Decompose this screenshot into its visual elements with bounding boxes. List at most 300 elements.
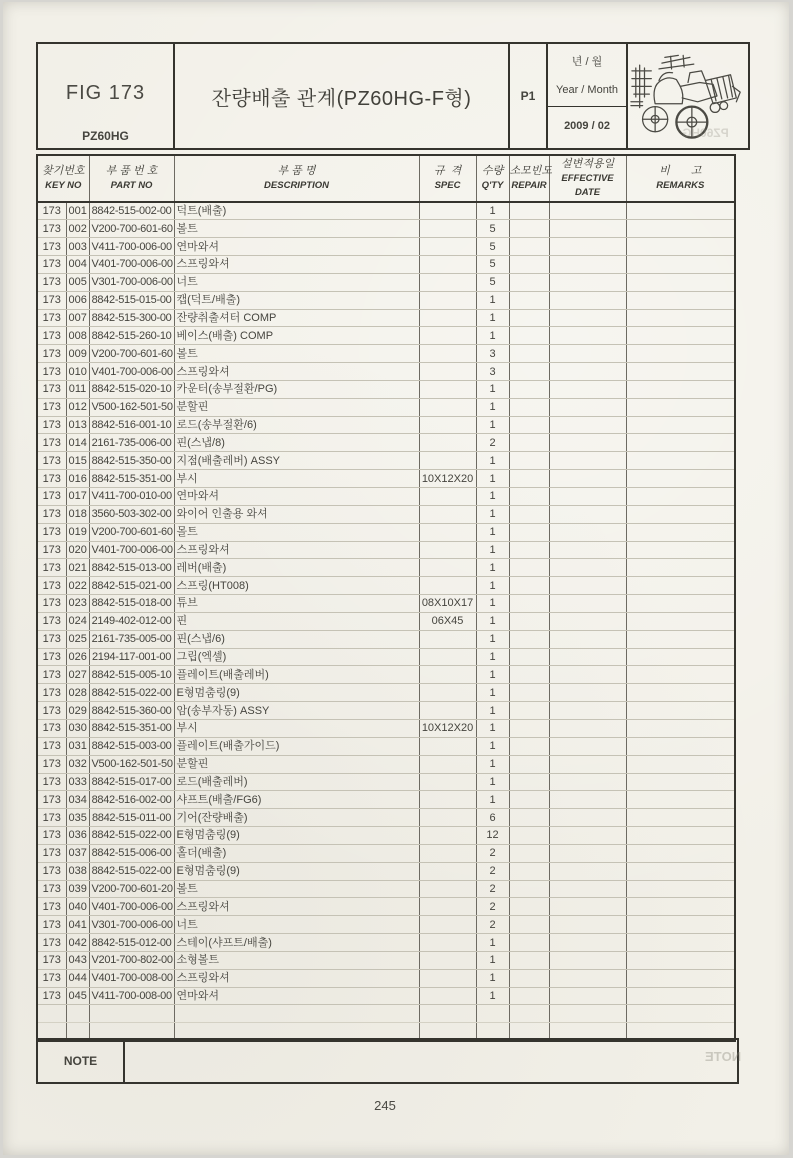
spec-cell <box>419 987 476 1005</box>
remarks-cell <box>626 737 735 755</box>
table-row <box>37 862 735 880</box>
effective-date-cell <box>549 345 626 363</box>
repair-cell <box>509 898 549 916</box>
key-no-cell: 173 <box>37 827 66 845</box>
table-row <box>37 791 735 809</box>
description-cell: E형멈춤링(9) <box>174 684 419 702</box>
qty-cell: 1 <box>476 934 509 952</box>
part-no-cell: V401-700-006-00 <box>89 898 174 916</box>
remarks-cell <box>626 470 735 488</box>
table-row <box>37 291 735 309</box>
effective-date-cell <box>549 737 626 755</box>
qty-cell: 1 <box>476 452 509 470</box>
remarks-cell <box>626 398 735 416</box>
description-cell: 암(송부자동) ASSY <box>174 702 419 720</box>
index-cell: 031 <box>66 737 89 755</box>
qty-cell: 1 <box>476 951 509 969</box>
table-row <box>37 898 735 916</box>
key-no-cell: 173 <box>37 595 66 613</box>
qty-cell: 1 <box>476 755 509 773</box>
qty-cell: 3 <box>476 345 509 363</box>
date-divider <box>548 106 626 107</box>
col-header-part-no-ko: 부 품 번 호 <box>105 165 158 177</box>
col-header-remarks-en: REMARKS <box>656 180 705 191</box>
spec-cell <box>419 737 476 755</box>
table-row <box>37 773 735 791</box>
spec-cell <box>419 380 476 398</box>
repair-cell <box>509 559 549 577</box>
table-row <box>37 844 735 862</box>
index-cell: 039 <box>66 880 89 898</box>
remarks-cell <box>626 363 735 381</box>
effective-date-cell <box>549 969 626 987</box>
col-header-key-no-ko: 찾기번호 <box>42 165 85 177</box>
date-label-ko: 년 / 월 <box>571 56 603 68</box>
spec-cell <box>419 220 476 238</box>
effective-date-cell <box>549 1005 626 1023</box>
description-cell: 스프링(HT008) <box>174 577 419 595</box>
spec-cell: 10X12X20 <box>419 470 476 488</box>
table-row <box>37 987 735 1005</box>
index-cell: 021 <box>66 559 89 577</box>
key-no-cell: 173 <box>37 488 66 506</box>
page-code-cell <box>510 44 548 148</box>
qty-cell: 1 <box>476 541 509 559</box>
remarks-cell <box>626 827 735 845</box>
repair-cell <box>509 577 549 595</box>
remarks-cell <box>626 345 735 363</box>
key-no-cell: 173 <box>37 398 66 416</box>
description-cell: 연마와셔 <box>174 987 419 1005</box>
key-no-cell: 173 <box>37 238 66 256</box>
spec-cell <box>419 363 476 381</box>
part-no-cell: V411-700-010-00 <box>89 488 174 506</box>
index-cell: 005 <box>66 273 89 291</box>
spec-cell <box>419 684 476 702</box>
page-code: P1 <box>520 89 536 103</box>
qty-cell: 1 <box>476 327 509 345</box>
spec-cell <box>419 951 476 969</box>
effective-date-cell <box>549 309 626 327</box>
part-no-cell: 8842-515-022-00 <box>89 684 174 702</box>
description-cell: 핀(스냅/8) <box>174 434 419 452</box>
qty-cell: 1 <box>476 612 509 630</box>
part-no-cell: 2161-735-005-00 <box>89 630 174 648</box>
part-no-cell: 3560-503-302-00 <box>89 505 174 523</box>
col-header-key-no <box>37 155 89 202</box>
part-no-cell: V200-700-601-60 <box>89 345 174 363</box>
part-no-cell: 8842-515-350-00 <box>89 452 174 470</box>
col-header-qty-en: Q'TY <box>481 180 504 191</box>
repair-cell <box>509 737 549 755</box>
effective-date-cell <box>549 951 626 969</box>
index-cell: 023 <box>66 595 89 613</box>
key-no-cell: 173 <box>37 934 66 952</box>
description-cell: 스프링와셔 <box>174 969 419 987</box>
index-cell: 034 <box>66 791 89 809</box>
spec-cell <box>419 755 476 773</box>
table-row <box>37 416 735 434</box>
key-no-cell: 173 <box>37 416 66 434</box>
repair-cell <box>509 470 549 488</box>
spec-cell <box>419 862 476 880</box>
effective-date-cell <box>549 755 626 773</box>
remarks-cell <box>626 612 735 630</box>
spec-cell <box>419 256 476 274</box>
spec-cell <box>419 702 476 720</box>
description-cell: 플레이트(배출가이드) <box>174 737 419 755</box>
key-no-cell: 173 <box>37 273 66 291</box>
spec-cell <box>419 1005 476 1023</box>
repair-cell <box>509 809 549 827</box>
description-cell: 카운터(송부절환/PG) <box>174 380 419 398</box>
description-cell: 캡(덕트/배출) <box>174 291 419 309</box>
remarks-cell <box>626 220 735 238</box>
part-no-cell: 8842-515-018-00 <box>89 595 174 613</box>
spec-cell <box>419 541 476 559</box>
remarks-cell <box>626 666 735 684</box>
repair-cell <box>509 327 549 345</box>
index-cell: 015 <box>66 452 89 470</box>
effective-date-cell <box>549 595 626 613</box>
repair-cell <box>509 684 549 702</box>
key-no-cell: 173 <box>37 523 66 541</box>
table-row <box>37 363 735 381</box>
table-row <box>37 951 735 969</box>
remarks-cell <box>626 488 735 506</box>
repair-cell <box>509 880 549 898</box>
effective-date-cell <box>549 523 626 541</box>
qty-cell: 1 <box>476 702 509 720</box>
repair-cell <box>509 256 549 274</box>
repair-cell <box>509 969 549 987</box>
index-cell: 036 <box>66 827 89 845</box>
table-row <box>37 309 735 327</box>
remarks-cell <box>626 273 735 291</box>
description-cell: 레버(배출) <box>174 559 419 577</box>
spec-cell <box>419 630 476 648</box>
qty-cell: 1 <box>476 291 509 309</box>
effective-date-cell <box>549 238 626 256</box>
repair-cell <box>509 951 549 969</box>
table-row <box>37 202 735 220</box>
repair-cell <box>509 862 549 880</box>
spec-cell <box>419 791 476 809</box>
effective-date-cell <box>549 398 626 416</box>
remarks-cell <box>626 916 735 934</box>
effective-date-cell <box>549 256 626 274</box>
remarks-cell <box>626 987 735 1005</box>
effective-date-cell <box>549 773 626 791</box>
part-no-cell: 8842-515-012-00 <box>89 934 174 952</box>
key-no-cell: 173 <box>37 202 66 220</box>
table-row <box>37 809 735 827</box>
part-no-cell: 8842-515-015-00 <box>89 291 174 309</box>
part-no-cell: V301-700-006-00 <box>89 273 174 291</box>
effective-date-cell <box>549 488 626 506</box>
qty-cell: 1 <box>476 595 509 613</box>
repair-cell <box>509 773 549 791</box>
part-no-cell: 8842-515-002-00 <box>89 202 174 220</box>
index-cell: 009 <box>66 345 89 363</box>
effective-date-cell <box>549 416 626 434</box>
key-no-cell: 173 <box>37 666 66 684</box>
effective-date-cell <box>549 434 626 452</box>
qty-cell: 1 <box>476 523 509 541</box>
index-cell: 035 <box>66 809 89 827</box>
part-no-cell: 8842-515-013-00 <box>89 559 174 577</box>
description-cell: 너트 <box>174 273 419 291</box>
spec-cell <box>419 577 476 595</box>
repair-cell <box>509 220 549 238</box>
remarks-cell <box>626 809 735 827</box>
key-no-cell: 173 <box>37 434 66 452</box>
table-row <box>37 505 735 523</box>
key-no-cell: 173 <box>37 648 66 666</box>
spec-cell <box>419 773 476 791</box>
key-no-cell: 173 <box>37 380 66 398</box>
key-no-cell: 173 <box>37 702 66 720</box>
remarks-cell <box>626 684 735 702</box>
table-row <box>37 398 735 416</box>
table-row <box>37 452 735 470</box>
description-cell: 볼트 <box>174 345 419 363</box>
repair-cell <box>509 827 549 845</box>
table-header-row <box>37 155 735 202</box>
index-cell: 029 <box>66 702 89 720</box>
key-no-cell: 173 <box>37 345 66 363</box>
effective-date-cell <box>549 577 626 595</box>
qty-cell: 12 <box>476 827 509 845</box>
table-row <box>37 648 735 666</box>
part-no-cell: V200-700-601-60 <box>89 523 174 541</box>
effective-date-cell <box>549 541 626 559</box>
remarks-cell <box>626 256 735 274</box>
index-cell: 017 <box>66 488 89 506</box>
spec-cell <box>419 488 476 506</box>
qty-cell: 1 <box>476 488 509 506</box>
part-no-cell: 8842-516-001-10 <box>89 416 174 434</box>
effective-date-cell <box>549 719 626 737</box>
part-no-cell: 8842-515-300-00 <box>89 309 174 327</box>
remarks-cell <box>626 380 735 398</box>
qty-cell <box>476 1005 509 1023</box>
remarks-cell <box>626 951 735 969</box>
key-no-cell: 173 <box>37 256 66 274</box>
col-header-repair-ko: 소모빈도 <box>509 165 553 177</box>
key-no-cell: 173 <box>37 327 66 345</box>
part-no-cell: 2161-735-006-00 <box>89 434 174 452</box>
key-no-cell: 173 <box>37 220 66 238</box>
date-label-en: Year / Month <box>556 84 618 96</box>
remarks-cell <box>626 452 735 470</box>
spec-cell <box>419 898 476 916</box>
index-cell: 025 <box>66 630 89 648</box>
note-label: NOTE <box>38 1040 125 1082</box>
effective-date-cell <box>549 827 626 845</box>
description-cell: 스프링와셔 <box>174 256 419 274</box>
description-cell: 몰트 <box>174 523 419 541</box>
col-header-repair-en: REPAIR <box>511 180 547 191</box>
index-cell: 018 <box>66 505 89 523</box>
part-no-cell: V411-700-008-00 <box>89 987 174 1005</box>
table-row <box>37 577 735 595</box>
key-no-cell: 173 <box>37 755 66 773</box>
remarks-cell <box>626 969 735 987</box>
spec-cell <box>419 880 476 898</box>
table-row <box>37 666 735 684</box>
part-no-cell: 8842-515-017-00 <box>89 773 174 791</box>
repair-cell <box>509 648 549 666</box>
table-row <box>37 702 735 720</box>
remarks-cell <box>626 1005 735 1023</box>
repair-cell <box>509 309 549 327</box>
effective-date-cell <box>549 809 626 827</box>
bleedthrough-note: NOTE <box>704 1049 741 1064</box>
spec-cell <box>419 452 476 470</box>
effective-date-cell <box>549 702 626 720</box>
description-cell: 지점(배출레버) ASSY <box>174 452 419 470</box>
spec-cell <box>419 416 476 434</box>
part-no-cell: V200-700-601-20 <box>89 880 174 898</box>
key-no-cell: 173 <box>37 791 66 809</box>
effective-date-cell <box>549 291 626 309</box>
part-no-cell: V401-700-006-00 <box>89 256 174 274</box>
index-cell: 026 <box>66 648 89 666</box>
qty-cell: 1 <box>476 719 509 737</box>
effective-date-cell <box>549 791 626 809</box>
repair-cell <box>509 916 549 934</box>
repair-cell <box>509 488 549 506</box>
empty-row <box>37 1005 735 1023</box>
repair-cell <box>509 987 549 1005</box>
page-title: 잔량배출 관계(PZ60HG-F형) <box>211 87 472 110</box>
effective-date-cell <box>549 470 626 488</box>
spec-cell <box>419 291 476 309</box>
effective-date-cell <box>549 987 626 1005</box>
title-cell <box>175 44 510 148</box>
description-cell: 연마와셔 <box>174 238 419 256</box>
remarks-cell <box>626 791 735 809</box>
part-no-cell: V500-162-501-50 <box>89 755 174 773</box>
qty-cell: 6 <box>476 809 509 827</box>
part-no-cell: V201-700-802-00 <box>89 951 174 969</box>
qty-cell: 1 <box>476 773 509 791</box>
table-row <box>37 256 735 274</box>
spec-cell <box>419 434 476 452</box>
effective-date-cell <box>549 327 626 345</box>
description-cell: 핀(스냅/6) <box>174 630 419 648</box>
part-no-cell: 8842-515-022-00 <box>89 862 174 880</box>
effective-date-cell <box>549 505 626 523</box>
repair-cell <box>509 434 549 452</box>
repair-cell <box>509 630 549 648</box>
table-row <box>37 755 735 773</box>
part-no-cell: 8842-515-260-10 <box>89 327 174 345</box>
description-cell: 너트 <box>174 916 419 934</box>
description-cell: 베이스(배출) COMP <box>174 327 419 345</box>
part-no-cell: 8842-515-003-00 <box>89 737 174 755</box>
table-row <box>37 220 735 238</box>
part-no-cell: 2194-117-001-00 <box>89 648 174 666</box>
remarks-cell <box>626 505 735 523</box>
qty-cell: 1 <box>476 684 509 702</box>
qty-cell: 1 <box>476 398 509 416</box>
spec-cell <box>419 505 476 523</box>
col-header-part-no <box>89 155 174 202</box>
table-row <box>37 719 735 737</box>
col-header-repair <box>509 155 553 202</box>
fig-cell <box>38 44 175 148</box>
key-no-cell: 173 <box>37 880 66 898</box>
spec-cell <box>419 809 476 827</box>
qty-cell: 1 <box>476 416 509 434</box>
table-row <box>37 523 735 541</box>
description-cell: 볼트 <box>174 220 419 238</box>
repair-cell <box>509 934 549 952</box>
col-header-effective-date-ko: 설변적용일 <box>560 158 615 170</box>
effective-date-cell <box>549 684 626 702</box>
part-no-cell: V301-700-006-00 <box>89 916 174 934</box>
index-cell <box>66 1005 89 1023</box>
qty-cell: 5 <box>476 256 509 274</box>
bleedthrough-model: PZ60HG <box>682 126 729 140</box>
repair-cell <box>509 595 549 613</box>
table-row <box>37 916 735 934</box>
key-no-cell: 173 <box>37 898 66 916</box>
repair-cell <box>509 291 549 309</box>
effective-date-cell <box>549 844 626 862</box>
key-no-cell: 173 <box>37 630 66 648</box>
qty-cell: 1 <box>476 380 509 398</box>
description-cell: 연마와셔 <box>174 488 419 506</box>
key-no-cell: 173 <box>37 773 66 791</box>
model-label: PZ60HG <box>82 129 129 143</box>
repair-cell <box>509 612 549 630</box>
remarks-cell <box>626 880 735 898</box>
description-cell: 스테이(샤프트/배출) <box>174 934 419 952</box>
description-cell: 부시 <box>174 719 419 737</box>
remarks-cell <box>626 238 735 256</box>
index-cell: 032 <box>66 755 89 773</box>
key-no-cell: 173 <box>37 309 66 327</box>
effective-date-cell <box>549 220 626 238</box>
effective-date-cell <box>549 934 626 952</box>
index-cell: 001 <box>66 202 89 220</box>
key-no-cell: 173 <box>37 577 66 595</box>
description-cell: 홀더(배출) <box>174 844 419 862</box>
col-header-description <box>174 155 419 202</box>
col-header-effective-date <box>549 155 626 202</box>
index-cell: 024 <box>66 612 89 630</box>
remarks-cell <box>626 559 735 577</box>
remarks-cell <box>626 755 735 773</box>
fig-label: FIG 173 <box>65 82 146 104</box>
remarks-cell <box>626 541 735 559</box>
description-cell: 잔량취출셔터 COMP <box>174 309 419 327</box>
table-row <box>37 595 735 613</box>
scanned-page <box>3 2 789 1155</box>
spec-cell <box>419 648 476 666</box>
col-header-remarks <box>626 155 735 202</box>
remarks-cell <box>626 291 735 309</box>
qty-cell: 5 <box>476 220 509 238</box>
description-cell: 기어(잔량배출) <box>174 809 419 827</box>
col-header-qty-ko: 수량 <box>481 165 504 177</box>
key-no-cell: 173 <box>37 969 66 987</box>
index-cell: 020 <box>66 541 89 559</box>
description-cell: E형멈춤링(9) <box>174 827 419 845</box>
